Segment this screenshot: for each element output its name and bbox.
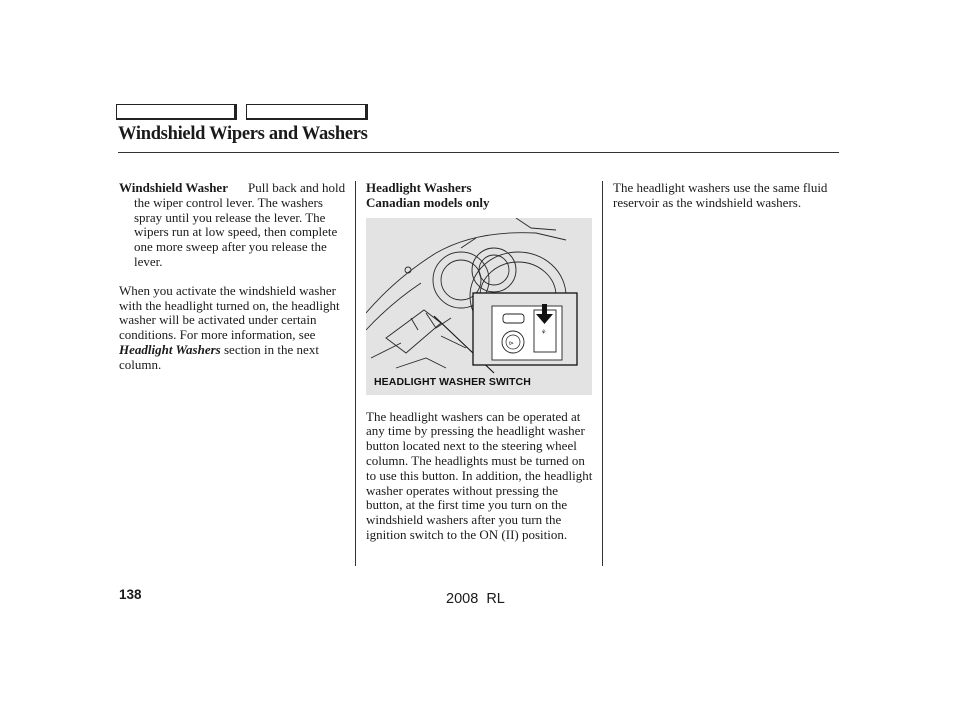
- windshield-washer-heading: Windshield Washer: [119, 180, 228, 195]
- page-title: Windshield Wipers and Washers: [118, 124, 368, 144]
- column-divider-2: [602, 181, 603, 566]
- svg-text:⚘: ⚘: [541, 329, 547, 336]
- headlight-note-text: When you activate the windshield washer with the headlight turned on, the headlight washer will be activated under certain conditions. For more information, see: [119, 282, 340, 343]
- column-3: [613, 181, 841, 211]
- title-rule: [118, 152, 839, 153]
- reservoir-note: The headlight washers use the same fluid reservoir as the windshield washers.: [613, 180, 828, 210]
- column-divider-1: [355, 181, 356, 566]
- windshield-washer-text: Pull back and hold the wiper control lever. The washers spray until you release the lever. The wipers run at low speed, then complete one more sweep after you release the lever.: [134, 180, 346, 269]
- headlight-note-text-end: section in the next column.: [119, 341, 319, 372]
- figure-caption: HEADLIGHT WASHER SWITCH: [374, 376, 531, 388]
- column-1: [119, 181, 347, 373]
- canadian-models-subheading: Canadian models only: [366, 194, 490, 210]
- nav-tab-2[interactable]: [246, 104, 368, 120]
- headlight-washers-body: The headlight washers can be operated at any time by pressing the headlight washer button located next to the steering wheel column. The headlights must be turned on to use this button. In addition, the headlight washer operates without pressing the button, at the first time you turn on the windshield washers after you turn the ignition switch to the ON (II) position.: [366, 408, 593, 542]
- headlight-washers-link[interactable]: Headlight Washers: [119, 341, 221, 357]
- footer-model: 2008 RL: [446, 591, 505, 607]
- dashboard-illustration: [366, 218, 592, 395]
- windshield-washer-paragraph: [119, 181, 347, 270]
- nav-tab-1[interactable]: [116, 104, 237, 120]
- headlight-washer-switch-figure: [366, 218, 592, 395]
- svg-text:⊳: ⊳: [509, 340, 515, 347]
- headlight-washers-heading: Headlight Washers: [366, 180, 472, 195]
- page-number: 138: [119, 587, 142, 602]
- headlight-note-paragraph: [119, 284, 347, 373]
